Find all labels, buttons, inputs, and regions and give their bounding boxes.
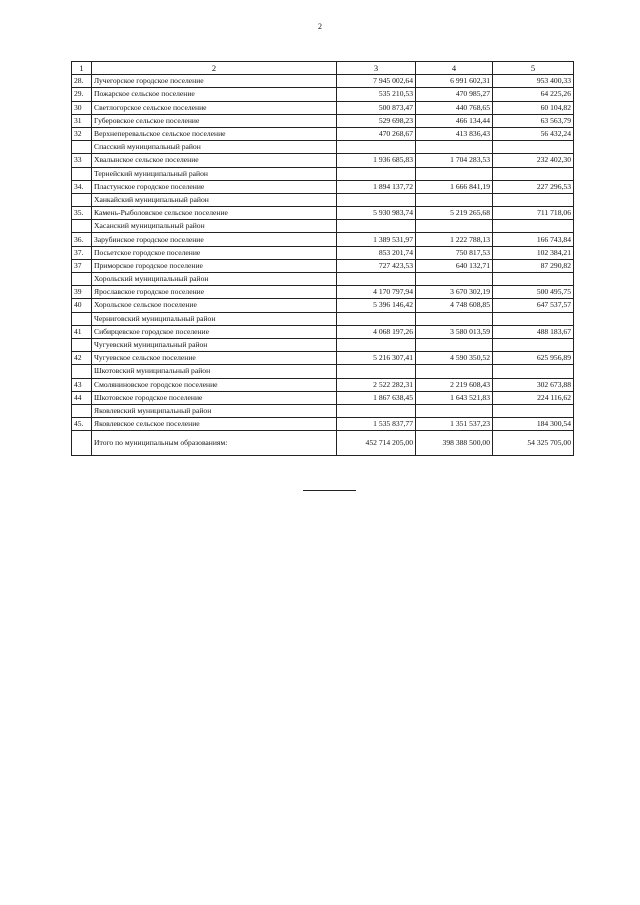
settlement-name: Хвалынское сельское поселение	[92, 154, 337, 167]
row-number-cell: 29.	[72, 88, 92, 101]
value-cell	[416, 273, 493, 286]
value-cell	[416, 141, 493, 154]
value-col5: 500 495,75	[493, 286, 574, 299]
value-cell	[337, 193, 416, 206]
value-col5: 63 563,79	[493, 114, 574, 127]
table-row	[72, 180, 574, 193]
value-cell	[416, 312, 493, 325]
total-row	[72, 431, 574, 456]
page-number: 2	[318, 22, 322, 31]
row-number-cell: 39	[72, 286, 92, 299]
settlement-name: Губеровское сельское поселение	[92, 114, 337, 127]
value-col4: 3 580 013,59	[416, 325, 493, 338]
value-cell	[337, 273, 416, 286]
value-col4: 466 134,44	[416, 114, 493, 127]
value-col3: 727 423,53	[337, 259, 416, 272]
value-cell	[493, 141, 574, 154]
column-header: 5	[493, 62, 574, 75]
value-cell	[493, 404, 574, 417]
column-header: 3	[337, 62, 416, 75]
table-row	[72, 378, 574, 391]
row-number-cell	[72, 220, 92, 233]
value-col3: 4 068 197,26	[337, 325, 416, 338]
district-row	[72, 141, 574, 154]
value-col5: 224 116,62	[493, 391, 574, 404]
settlement-name: Зарубинское городское поселение	[92, 233, 337, 246]
district-row	[72, 273, 574, 286]
district-row	[72, 404, 574, 417]
value-cell	[493, 338, 574, 351]
value-col5: 953 400,33	[493, 75, 574, 88]
value-col4: 750 817,53	[416, 246, 493, 259]
value-col4: 1 704 283,53	[416, 154, 493, 167]
value-col3: 1 936 685,83	[337, 154, 416, 167]
value-col3: 1 535 837,77	[337, 418, 416, 431]
district-name: Тернейский муниципальный район	[92, 167, 337, 180]
table-row	[72, 88, 574, 101]
value-cell	[416, 220, 493, 233]
column-header: 1	[72, 62, 92, 75]
settlement-name: Пожарское сельское поселение	[92, 88, 337, 101]
value-col4: 1 351 537,23	[416, 418, 493, 431]
value-col3: 535 210,53	[337, 88, 416, 101]
district-name: Хасанский муниципальный район	[92, 220, 337, 233]
row-number-cell	[72, 404, 92, 417]
value-col5: 232 402,30	[493, 154, 574, 167]
column-header: 4	[416, 62, 493, 75]
settlement-name: Светлогорское сельское поселение	[92, 101, 337, 114]
value-col4: 440 768,65	[416, 101, 493, 114]
value-col4: 1 666 841,19	[416, 180, 493, 193]
value-col5: 488 183,67	[493, 325, 574, 338]
value-col4: 4 748 608,85	[416, 299, 493, 312]
district-row	[72, 193, 574, 206]
settlement-name: Чугуевское сельское поселение	[92, 352, 337, 365]
value-col3: 529 698,23	[337, 114, 416, 127]
value-col3: 853 201,74	[337, 246, 416, 259]
row-number-cell: 31	[72, 114, 92, 127]
row-number-cell: 34.	[72, 180, 92, 193]
table-row	[72, 207, 574, 220]
row-number-cell: 42	[72, 352, 92, 365]
settlement-name: Итого по муниципальным образованиям:	[92, 431, 337, 456]
value-cell	[493, 167, 574, 180]
closing-rule	[303, 490, 356, 491]
row-number-cell: 45.	[72, 418, 92, 431]
row-number-cell: 35.	[72, 207, 92, 220]
district-row	[72, 365, 574, 378]
table-row	[72, 114, 574, 127]
value-col5: 711 718,06	[493, 207, 574, 220]
value-col4: 1 643 521,83	[416, 391, 493, 404]
value-cell	[337, 220, 416, 233]
value-cell	[416, 193, 493, 206]
value-col5: 166 743,84	[493, 233, 574, 246]
value-col5: 647 537,57	[493, 299, 574, 312]
value-col4: 398 388 500,00	[416, 431, 493, 456]
value-cell	[337, 338, 416, 351]
value-col5: 302 673,88	[493, 378, 574, 391]
settlement-name: Лучегорское городское поселение	[92, 75, 337, 88]
row-number-cell	[72, 365, 92, 378]
district-name: Чугуевский муниципальный район	[92, 338, 337, 351]
table-row	[72, 325, 574, 338]
value-col5: 56 432,24	[493, 127, 574, 140]
district-name: Черниговский муниципальный район	[92, 312, 337, 325]
table-row	[72, 75, 574, 88]
value-col3: 5 216 307,41	[337, 352, 416, 365]
settlement-name: Яковлевское сельское поселение	[92, 418, 337, 431]
value-col3: 500 873,47	[337, 101, 416, 114]
value-col3: 4 170 797,94	[337, 286, 416, 299]
value-cell	[493, 193, 574, 206]
value-cell	[493, 312, 574, 325]
value-cell	[337, 141, 416, 154]
district-row	[72, 312, 574, 325]
value-col4: 1 222 788,13	[416, 233, 493, 246]
district-name: Ханкайский муниципальный район	[92, 193, 337, 206]
row-number-cell	[72, 193, 92, 206]
value-cell	[493, 365, 574, 378]
row-number-cell	[72, 141, 92, 154]
table-row	[72, 154, 574, 167]
row-number-cell: 32	[72, 127, 92, 140]
value-col3: 5 930 983,74	[337, 207, 416, 220]
value-col5: 64 225,26	[493, 88, 574, 101]
value-col3: 1 894 137,72	[337, 180, 416, 193]
settlement-name: Приморское городское поселение	[92, 259, 337, 272]
value-col4: 6 991 602,31	[416, 75, 493, 88]
value-col5: 625 956,89	[493, 352, 574, 365]
column-header: 2	[92, 62, 337, 75]
value-col4: 3 670 302,19	[416, 286, 493, 299]
value-cell	[416, 404, 493, 417]
table-row	[72, 259, 574, 272]
settlement-name: Пластунское городское поселение	[92, 180, 337, 193]
table-row	[72, 246, 574, 259]
row-number-cell	[72, 338, 92, 351]
row-number-cell: 30	[72, 101, 92, 114]
value-col3: 1 389 531,97	[337, 233, 416, 246]
value-col5: 60 104,82	[493, 101, 574, 114]
value-col5: 184 300,54	[493, 418, 574, 431]
district-name: Спасский муниципальный район	[92, 141, 337, 154]
district-row	[72, 338, 574, 351]
value-col5: 54 325 705,00	[493, 431, 574, 456]
table-body	[72, 75, 574, 456]
value-cell	[337, 404, 416, 417]
district-name: Шкотовский муниципальный район	[92, 365, 337, 378]
settlement-name: Шкотовское городское поселение	[92, 391, 337, 404]
value-cell	[337, 167, 416, 180]
row-number-cell	[72, 167, 92, 180]
budget-table	[71, 61, 574, 456]
value-cell	[416, 365, 493, 378]
settlement-name: Ярославское городское поселение	[92, 286, 337, 299]
value-cell	[337, 365, 416, 378]
district-name: Яковлевский муниципальный район	[92, 404, 337, 417]
value-col3: 2 522 282,31	[337, 378, 416, 391]
value-col4: 413 836,43	[416, 127, 493, 140]
table-row	[72, 101, 574, 114]
value-cell	[493, 220, 574, 233]
value-col3: 7 945 002,64	[337, 75, 416, 88]
row-number-cell: 37.	[72, 246, 92, 259]
value-cell	[337, 312, 416, 325]
table-row	[72, 391, 574, 404]
table-row	[72, 286, 574, 299]
table-row	[72, 352, 574, 365]
settlement-name: Смоляниновское городское поселение	[92, 378, 337, 391]
row-number-cell	[72, 312, 92, 325]
settlement-name: Хорольское сельское поселение	[92, 299, 337, 312]
settlement-name: Камень-Рыболовское сельское поселение	[92, 207, 337, 220]
value-col4: 5 219 265,68	[416, 207, 493, 220]
table-row	[72, 418, 574, 431]
table-row	[72, 233, 574, 246]
row-number-cell: 44	[72, 391, 92, 404]
settlement-name: Сибирцевское городское поселение	[92, 325, 337, 338]
value-col4: 4 590 350,52	[416, 352, 493, 365]
row-number-cell: 33	[72, 154, 92, 167]
table-row	[72, 127, 574, 140]
settlement-name: Посьетское городское поселение	[92, 246, 337, 259]
value-col3: 5 396 146,42	[337, 299, 416, 312]
district-row	[72, 167, 574, 180]
row-number-cell: 43	[72, 378, 92, 391]
value-col4: 640 132,71	[416, 259, 493, 272]
row-number-cell: 37	[72, 259, 92, 272]
table-header-row	[72, 62, 574, 75]
row-number-cell: 28.	[72, 75, 92, 88]
value-cell	[416, 167, 493, 180]
value-col3: 1 867 638,45	[337, 391, 416, 404]
value-col5: 87 290,82	[493, 259, 574, 272]
value-col5: 227 296,53	[493, 180, 574, 193]
district-name: Хорольский муниципальный район	[92, 273, 337, 286]
value-col4: 470 985,27	[416, 88, 493, 101]
settlement-name: Верхнеперевальское сельское поселение	[92, 127, 337, 140]
row-number-cell: 36.	[72, 233, 92, 246]
value-cell	[493, 273, 574, 286]
value-col5: 102 384,21	[493, 246, 574, 259]
district-row	[72, 220, 574, 233]
value-col3: 452 714 205,00	[337, 431, 416, 456]
value-col4: 2 219 608,43	[416, 378, 493, 391]
row-number-cell: 41	[72, 325, 92, 338]
value-col3: 470 268,67	[337, 127, 416, 140]
value-cell	[416, 338, 493, 351]
row-number-cell	[72, 273, 92, 286]
row-number-cell	[72, 431, 92, 456]
row-number-cell: 40	[72, 299, 92, 312]
table-row	[72, 299, 574, 312]
